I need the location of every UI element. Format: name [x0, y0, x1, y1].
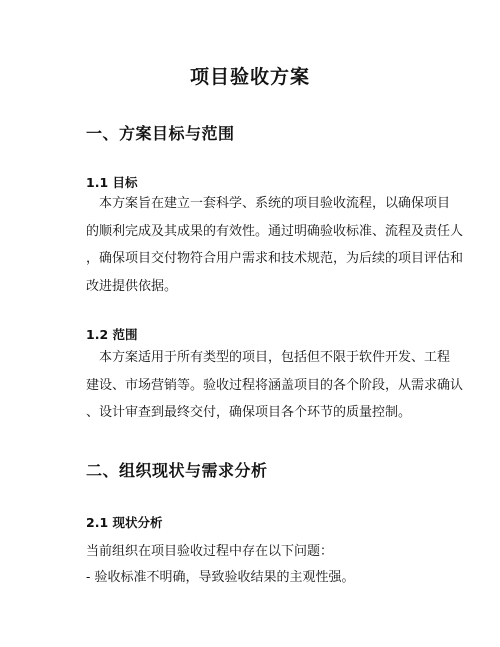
paragraph-line: 本方案适用于所有类型的项目，包括但不限于软件开发、工程 — [99, 350, 451, 365]
document-title: 项目验收方案 — [189, 66, 310, 88]
section-heading-2: 二、组织现状与需求分析 — [86, 461, 268, 480]
paragraph-goal — [86, 190, 464, 300]
subsection-heading-1-1: 1.1 目标 — [86, 175, 138, 190]
paragraph-line: 的顺利完成及其成果的有效性。通过明确验收标准、流程及责任人 — [86, 223, 464, 239]
paragraph-line: 改进提供依据。 — [86, 278, 178, 294]
paragraph-line: 、设计审查到最终交付，确保项目各个环节的质量控制。 — [86, 405, 412, 420]
paragraph-line: 当前组织在项目验收过程中存在以下问题： — [86, 544, 334, 559]
paragraph-line: 建设、市场营销等。验收过程将涵盖项目的各个阶段，从需求确认 — [86, 377, 464, 393]
subsection-heading-1-2: 1.2 范围 — [86, 327, 138, 342]
section-heading-1: 一、方案目标与范围 — [86, 124, 235, 143]
subsection-heading-2-1: 2.1 现状分析 — [86, 515, 163, 530]
paragraph-line: ，确保项目交付物符合用户需求和技术规范，为后续的项目评估和 — [86, 251, 464, 266]
bullet-line: - 验收标准不明确，导致验收结果的主观性强。 — [86, 570, 355, 585]
paragraph-line: 本方案旨在建立一套科学、系统的项目验收流程，以确保项目 — [99, 196, 451, 211]
paragraph-scope — [86, 344, 464, 427]
